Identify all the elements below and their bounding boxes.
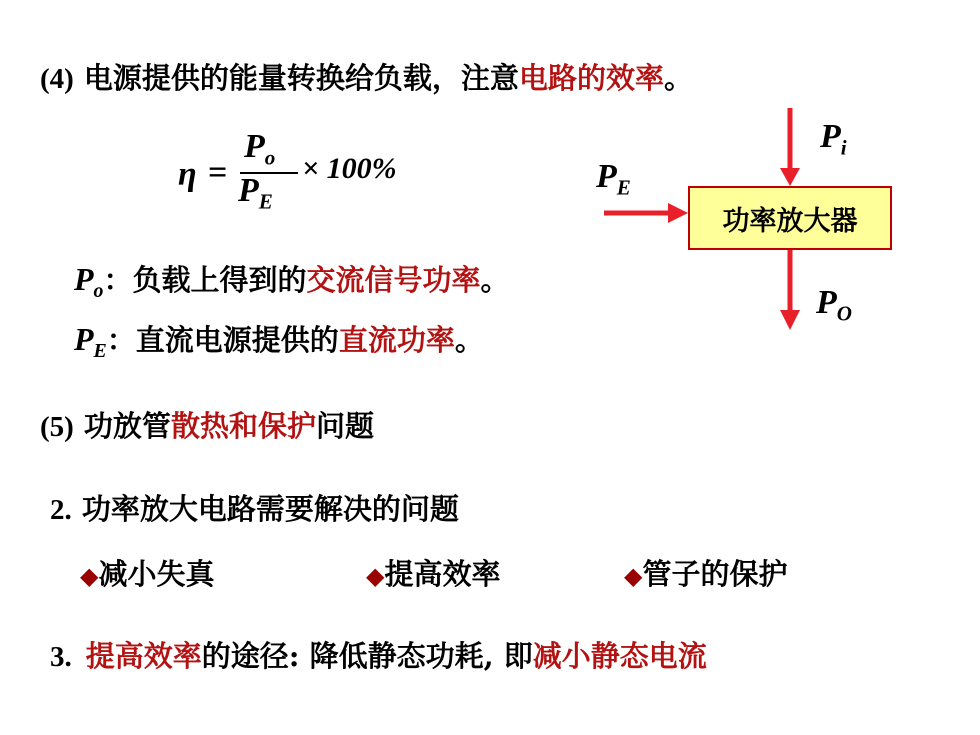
item-5-line (40, 404, 374, 445)
bullet-text: 管子的保护 (642, 557, 788, 591)
punctuation: 。 (454, 323, 484, 357)
eta-symbol: η (178, 156, 197, 193)
item-text: 电源提供的能量转换给负载，注意 (73, 61, 519, 95)
pi-subscript: i (840, 135, 847, 160)
pe-p: P (74, 321, 94, 357)
denominator-subscript: E (258, 189, 273, 214)
arrow-pi (780, 108, 800, 186)
po-text: 负载上得到的 (132, 263, 307, 297)
punctuation: 。 (663, 61, 693, 95)
bullet-text: 减小失真 (98, 557, 215, 591)
formula-multiplier: × 100% (302, 152, 397, 185)
highlight-text: 散热和保护 (170, 409, 316, 443)
bullet-list (80, 552, 940, 596)
numerator-p: P (244, 128, 265, 165)
amplifier-label: 功率放大器 (722, 205, 858, 237)
po-subscript: O (836, 301, 853, 326)
section-3-line (50, 634, 707, 675)
section-text: 的途径: 降低静态功耗, 即 (201, 639, 533, 673)
highlight-text: 电路的效率 (518, 61, 664, 95)
pe-diagram-label (596, 158, 631, 200)
list-item (366, 552, 500, 593)
denominator-p: P (238, 172, 259, 209)
colon: ： (103, 263, 133, 297)
po-subscript: o (93, 279, 104, 302)
colon: ： (106, 323, 136, 357)
power-amplifier-box (688, 186, 892, 250)
numerator-subscript: o (264, 145, 276, 170)
pi-label (820, 118, 847, 160)
bullet-text: 提高效率 (384, 557, 501, 591)
arrow-po (780, 250, 800, 330)
pi-p: P (820, 118, 841, 155)
list-item (624, 552, 787, 593)
section-title: 功率放大电路需要解决的问题 (71, 492, 459, 526)
po-diagram-label (816, 284, 852, 326)
section-2-heading (50, 487, 459, 528)
pe-subscript: E (93, 339, 107, 362)
list-item (80, 552, 214, 593)
punctuation: 。 (480, 263, 510, 297)
po-p: P (816, 284, 837, 321)
highlight-text: 减小静态电流 (532, 639, 707, 673)
pe-p: P (596, 158, 617, 195)
section-number: 2. (50, 494, 72, 526)
item-text: 功放管 (73, 409, 171, 443)
po-p: P (74, 261, 94, 297)
section-number: 3. (50, 641, 72, 673)
diamond-bullet-icon: ◆ (366, 562, 385, 590)
pe-subscript: E (616, 175, 631, 200)
pe-text: 直流电源提供的 (135, 323, 339, 357)
item-number: (5) (40, 411, 74, 443)
equals-sign: = (208, 154, 228, 191)
highlight-text: 提高效率 (85, 639, 202, 673)
arrow-pe (604, 203, 688, 223)
highlight-text: 直流功率 (338, 323, 455, 357)
diamond-bullet-icon: ◆ (624, 562, 643, 590)
diamond-bullet-icon: ◆ (80, 562, 99, 590)
item-text-end: 问题 (315, 409, 374, 443)
highlight-text: 交流信号功率 (306, 263, 481, 297)
item-number: (4) (40, 63, 74, 95)
